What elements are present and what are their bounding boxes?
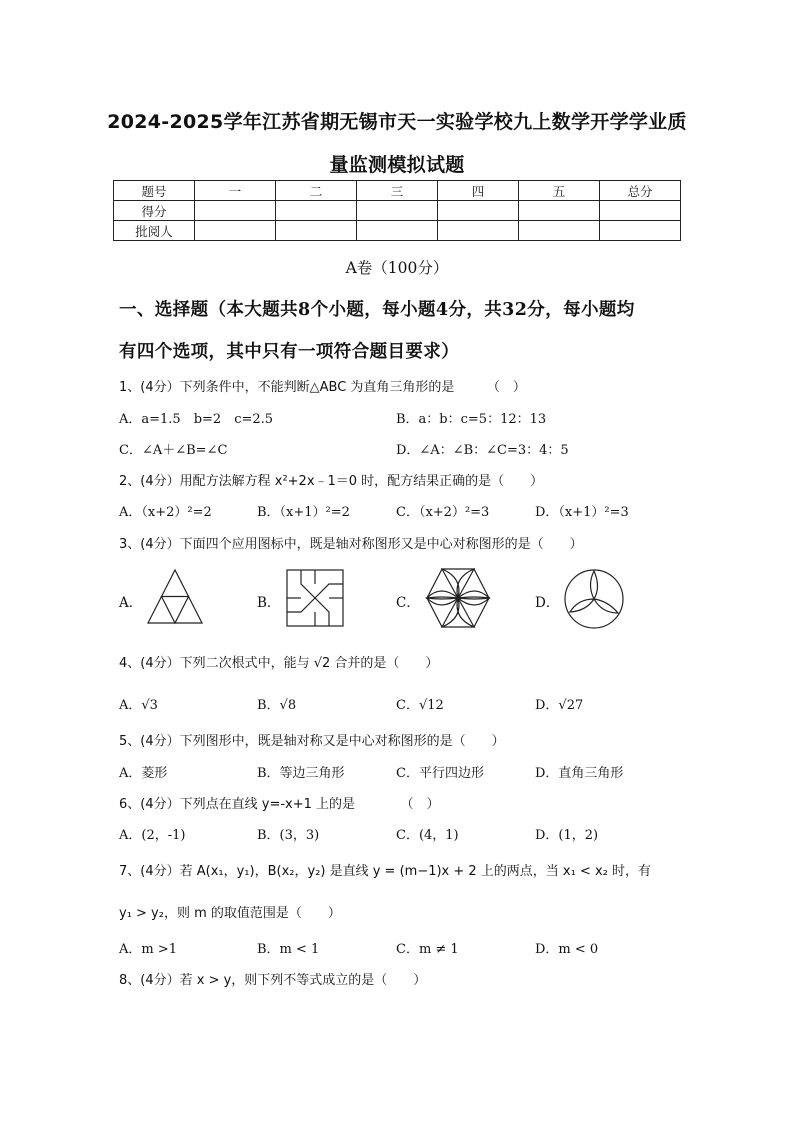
question-5-option-c: C．平行四边形 [396, 766, 484, 781]
question-6-option-b: B．(3，3) [257, 828, 320, 843]
score-table [113, 180, 681, 241]
question-2-option-a: A．（x+2）²=2 [119, 505, 212, 520]
exam-title-line-2: 量监测模拟试题 [329, 154, 465, 176]
section-1-heading-line-1: 一、选择题（本大题共8个小题，每小题4分，共32分，每小题均 [119, 300, 635, 320]
score-cell [438, 221, 519, 241]
question-2-option-b: B．（x+1）²=2 [257, 505, 350, 520]
score-header-cell: 五 [519, 181, 600, 201]
question-3-triangle-figure [145, 566, 205, 626]
score-cell [276, 201, 357, 221]
question-6-option-a: A．(2，-1) [119, 828, 186, 843]
score-header-cell: 总分 [600, 181, 681, 201]
score-cell [357, 221, 438, 241]
question-7-option-c: C．m ≠ 1 [396, 942, 459, 957]
question-1-option-c: C．∠A＋∠B=∠C [119, 443, 228, 458]
question-6-option-c: C．(4，1) [396, 828, 459, 843]
score-cell [519, 201, 600, 221]
question-3-option-b-label: B． [257, 595, 281, 611]
section-1-heading-line-2: 有四个选项，其中只有一项符合题目要求） [119, 342, 460, 362]
score-header-cell: 一 [195, 181, 276, 201]
question-3-hexagon-flower-figure [425, 566, 491, 630]
question-7-option-b: B．m < 1 [257, 942, 320, 957]
question-5-option-d: D．直角三角形 [535, 766, 624, 781]
score-cell [519, 221, 600, 241]
question-6-stem: 6、(4分）下列点在直线 y=-x+1 上的是 （ ） [119, 797, 440, 812]
question-5-option-a: A．菱形 [119, 766, 168, 781]
score-table-header-row [114, 181, 681, 201]
question-3-stem: 3、(4分）下面四个应用图标中，既是轴对称图形又是中心对称图形的是（ ） [119, 537, 583, 552]
score-header-cell: 题号 [114, 181, 195, 201]
question-1-option-a: A．a=1.5 b=2 c=2.5 [119, 412, 274, 427]
question-7-option-d: D．m < 0 [535, 942, 599, 957]
question-5-stem: 5、(4分）下列图形中，既是轴对称又是中心对称图形的是（ ） [119, 734, 505, 749]
volume-title: A卷（100分） [345, 259, 449, 277]
question-3-option-d-label: D． [535, 595, 560, 611]
score-cell [276, 221, 357, 241]
question-1-option-b: B．a：b：c=5：12：13 [396, 412, 547, 427]
question-7-stem-line-1: 7、(4分）若 A(x₁，y₁)，B(x₂，y₂) 是直线 y = (m−1)x + 2 上的两点，当 x₁ < x₂ 时，有 [119, 864, 652, 879]
score-row-label: 得分 [114, 201, 195, 221]
reviewer-row-label: 批阅人 [114, 221, 195, 241]
score-cell [357, 201, 438, 221]
question-7-option-a: A．m >1 [119, 942, 178, 957]
score-cell [438, 201, 519, 221]
question-1-stem: 1、(4分）下列条件中，不能判断△ABC 为直角三角形的是 （ ） [119, 380, 526, 395]
score-header-cell: 三 [357, 181, 438, 201]
exam-title-line-1: 2024-2025学年江苏省期无锡市天一实验学校九上数学开学学业质 [107, 111, 687, 133]
score-header-cell: 四 [438, 181, 519, 201]
question-2-stem: 2、(4分）用配方法解方程 x²+2x﹣1＝0 时，配方结果正确的是（ ） [119, 474, 544, 489]
question-8-stem: 8、(4分）若 x > y，则下列不等式成立的是（ ） [119, 973, 427, 988]
question-3-option-c-label: C． [396, 595, 420, 611]
question-1-option-d: D．∠A：∠B：∠C=3：4：5 [396, 443, 569, 458]
question-2-option-c: C．（x+2）²=3 [396, 505, 490, 520]
reviewer-row [114, 221, 681, 241]
score-cell [600, 201, 681, 221]
question-7-stem-line-2: y₁ > y₂，则 m 的取值范围是（ ） [119, 906, 341, 921]
question-2-option-d: D．（x+1）²=3 [535, 505, 629, 520]
question-4-stem: 4、(4分）下列二次根式中，能与 √2 合并的是（ ） [119, 656, 439, 671]
score-row [114, 201, 681, 221]
question-4-option-d: D．√27 [535, 698, 584, 713]
score-cell [195, 221, 276, 241]
question-6-option-d: D．(1，2) [535, 828, 599, 843]
question-3-pinwheel-figure [285, 568, 345, 628]
question-4-option-b: B．√8 [257, 698, 297, 713]
question-4-option-a: A．√3 [119, 698, 158, 713]
score-header-cell: 二 [276, 181, 357, 201]
question-3-option-a-label: A． [119, 595, 143, 611]
score-cell [600, 221, 681, 241]
question-3-circle-triskele-figure [562, 567, 626, 631]
score-cell [195, 201, 276, 221]
question-4-option-c: C．√12 [396, 698, 444, 713]
question-5-option-b: B．等边三角形 [257, 766, 345, 781]
